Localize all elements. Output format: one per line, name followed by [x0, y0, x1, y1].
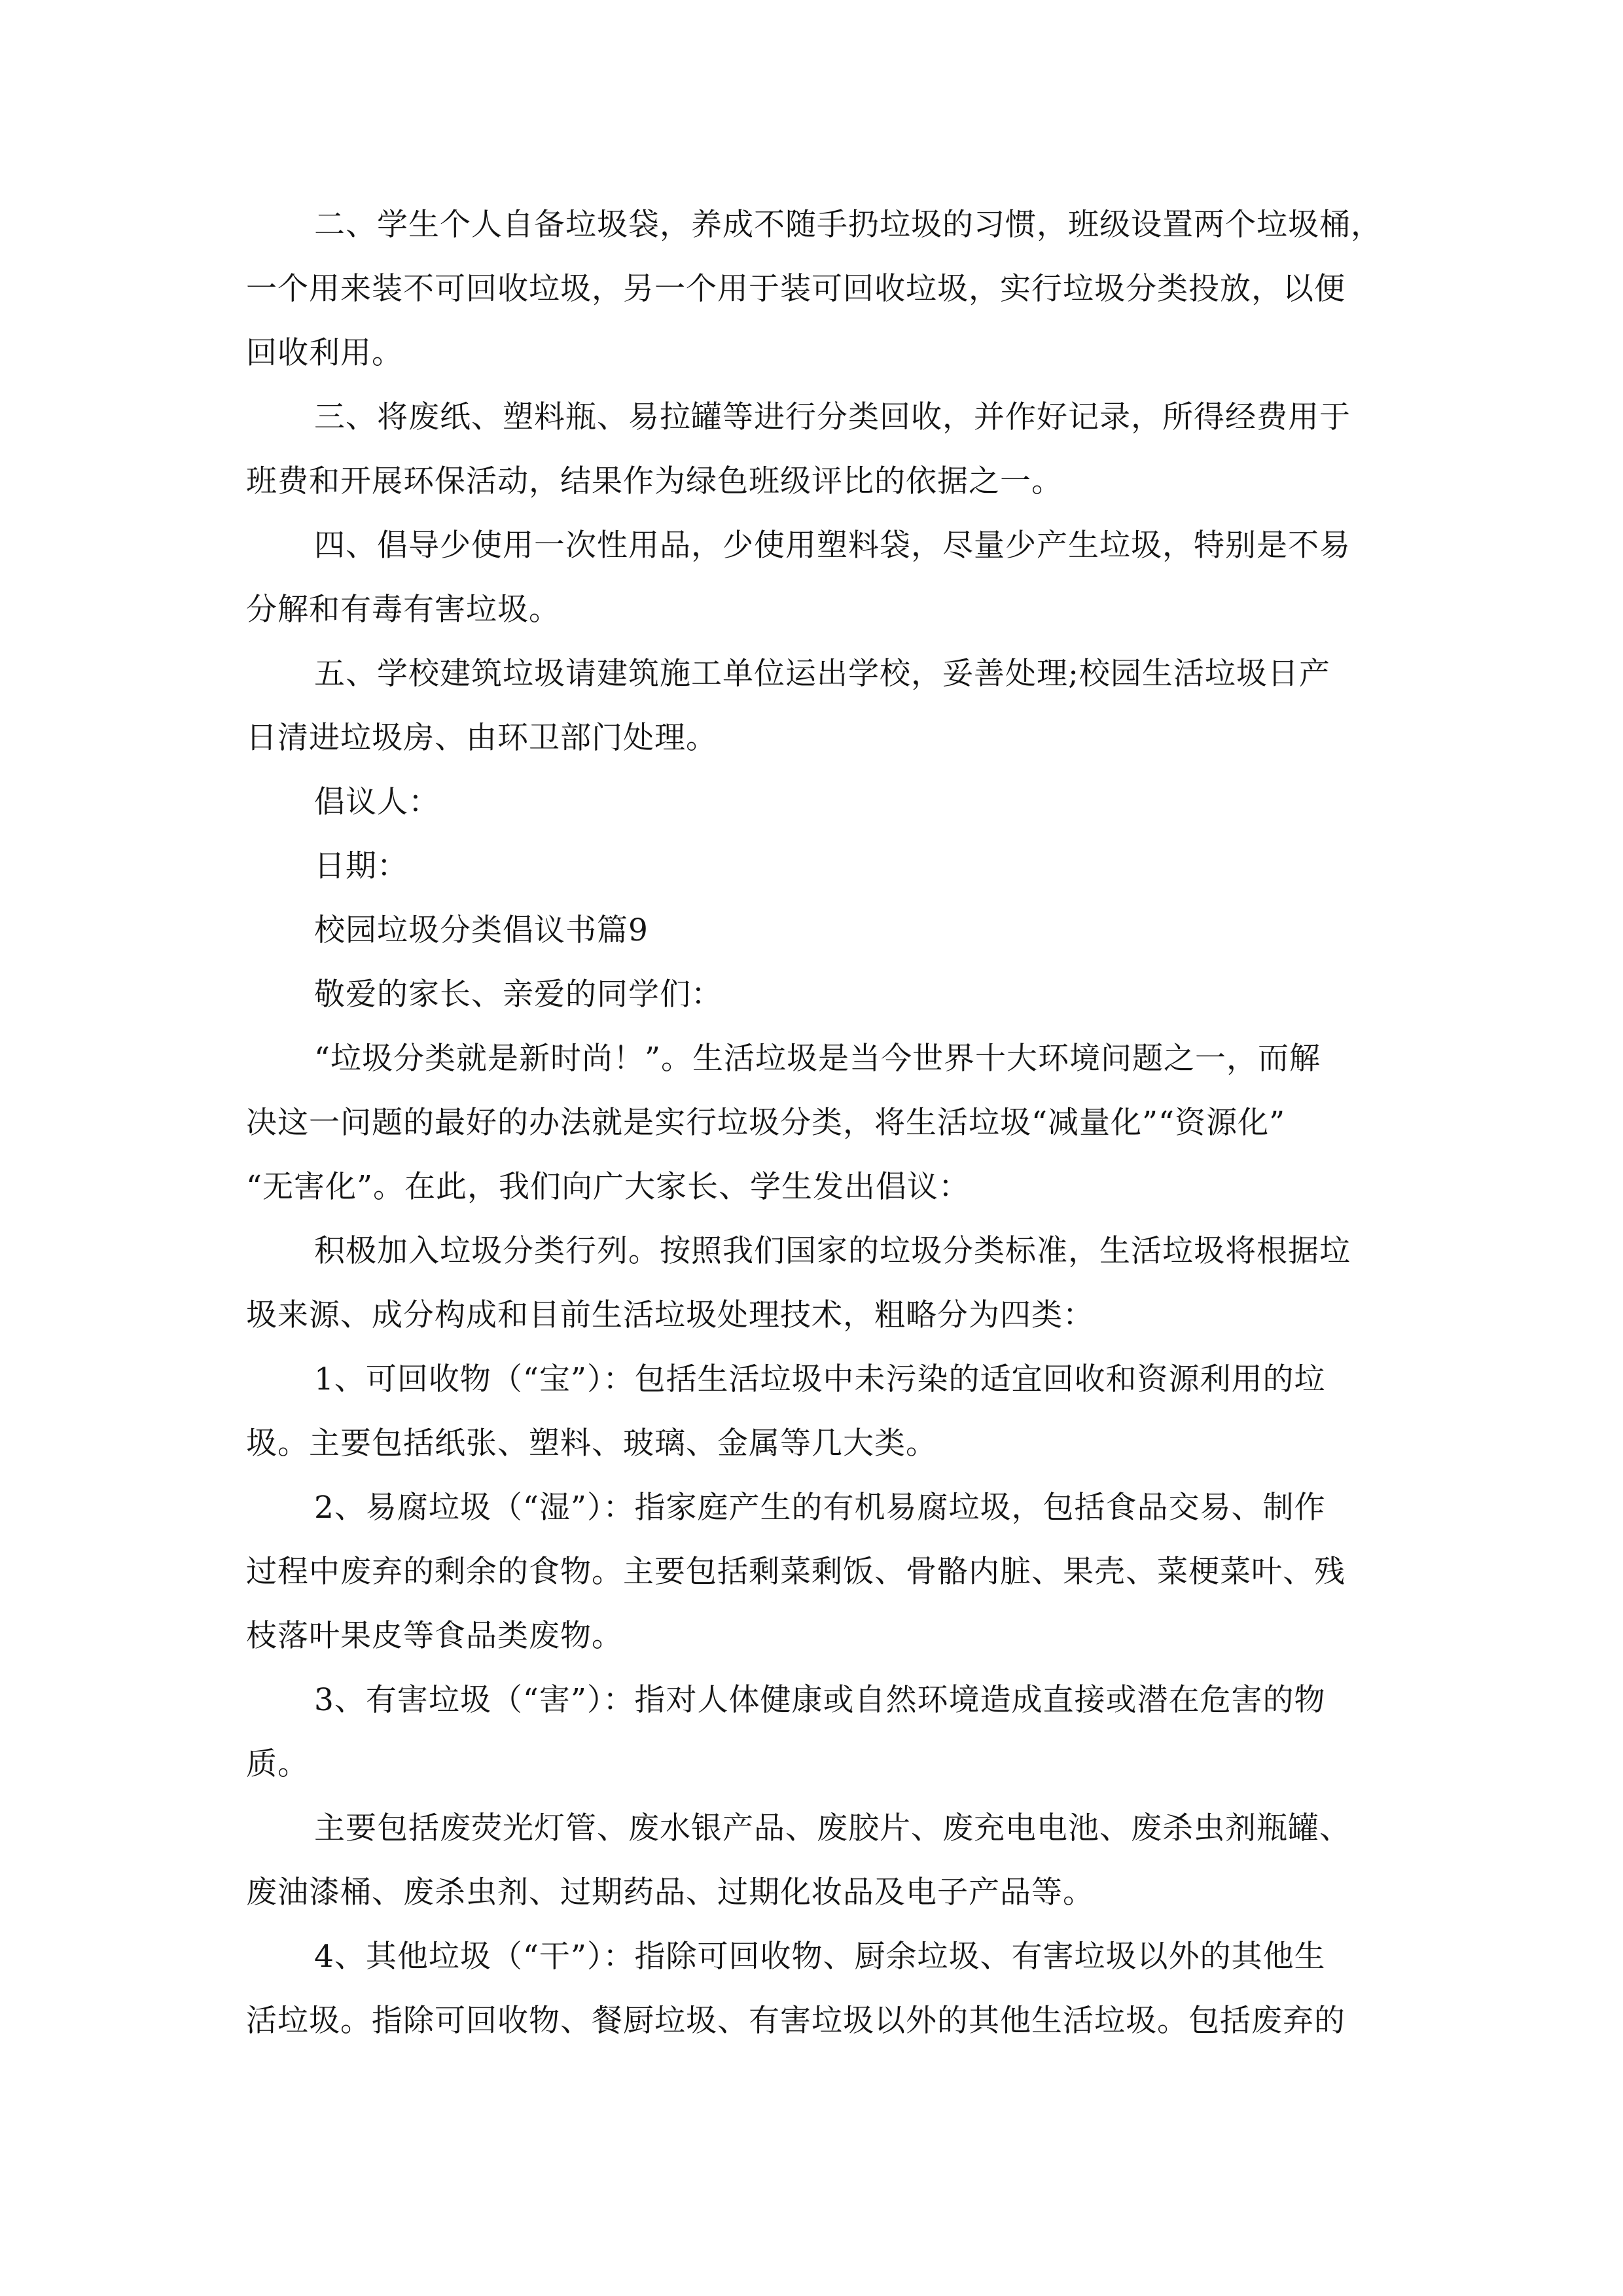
list-item-line: 1、可回收物（“宝”）：包括生活垃圾中未污染的适宜回收和资源利用的垃: [314, 1361, 1326, 1397]
paragraph-line: “垃圾分类就是新时尚！”。生活垃圾是当今世界十大环境问题之一，而解: [314, 1041, 1321, 1077]
paragraph-line: 积极加入垃圾分类行列。按照我们国家的垃圾分类标准，生活垃圾将根据垃: [314, 1233, 1351, 1269]
list-item-line: 过程中废弃的剩余的食物。主要包括剩菜剩饭、骨骼内脏、果壳、菜梗菜叶、残: [246, 1554, 1346, 1590]
paragraph-line: 主要包括废荧光灯管、废水银产品、废胶片、废充电电池、废杀虫剂瓶罐、: [314, 1810, 1351, 1846]
list-item-line: 活垃圾。指除可回收物、餐厨垃圾、有害垃圾以外的其他生活垃圾。包括废弃的: [246, 2003, 1346, 2039]
list-item-line: 4、其他垃圾（“干”）：指除可回收物、厨余垃圾、有害垃圾以外的其他生: [314, 1939, 1326, 1975]
paragraph-line: 日清进垃圾房、由环卫部门处理。: [246, 720, 717, 756]
paragraph-line: 决这一问题的最好的办法就是实行垃圾分类，将生活垃圾“减量化”“资源化”: [246, 1105, 1286, 1141]
paragraph-line: 一个用来装不可回收垃圾，另一个用于装可回收垃圾，实行垃圾分类投放，以便: [246, 271, 1346, 307]
paragraph-line: 分解和有毒有害垃圾。: [246, 592, 560, 628]
paragraph-line: 回收利用。: [246, 335, 403, 371]
paragraph-line: 四、倡导少使用一次性用品，少使用塑料袋，尽量少产生垃圾，特别是不易: [314, 528, 1351, 564]
signature-label: 倡议人：: [314, 784, 440, 820]
list-item-line: 圾。主要包括纸张、塑料、玻璃、金属等几大类。: [246, 1426, 937, 1462]
list-item-line: 质。: [246, 1746, 309, 1782]
paragraph-line: 废油漆桶、废杀虫剂、过期药品、过期化妆品及电子产品等。: [246, 1874, 1094, 1910]
paragraph-line: 班费和开展环保活动，结果作为绿色班级评比的依据之一。: [246, 463, 1063, 499]
salutation: 敬爱的家长、亲爱的同学们：: [314, 977, 722, 1013]
paragraph-line: 圾来源、成分构成和目前生活垃圾处理技术，粗略分为四类：: [246, 1297, 1094, 1333]
list-item-line: 2、易腐垃圾（“湿”）：指家庭产生的有机易腐垃圾，包括食品交易、制作: [314, 1490, 1326, 1526]
paragraph-line: “无害化”。在此，我们向广大家长、学生发出倡议：: [246, 1169, 971, 1205]
paragraph-line: 三、将废纸、塑料瓶、易拉罐等进行分类回收，并作好记录，所得经费用于: [314, 399, 1351, 435]
paragraph-line: 二、学生个人自备垃圾袋，养成不随手扔垃圾的习惯，班级设置两个垃圾桶，: [314, 207, 1382, 243]
date-label: 日期：: [314, 848, 408, 884]
list-item-line: 枝落叶果皮等食品类废物。: [246, 1618, 623, 1654]
section-title: 校园垃圾分类倡议书篇9: [314, 912, 649, 948]
list-item-line: 3、有害垃圾（“害”）：指对人体健康或自然环境造成直接或潜在危害的物: [314, 1682, 1326, 1718]
paragraph-line: 五、学校建筑垃圾请建筑施工单位运出学校，妥善处理;校园生活垃圾日产: [314, 656, 1330, 692]
